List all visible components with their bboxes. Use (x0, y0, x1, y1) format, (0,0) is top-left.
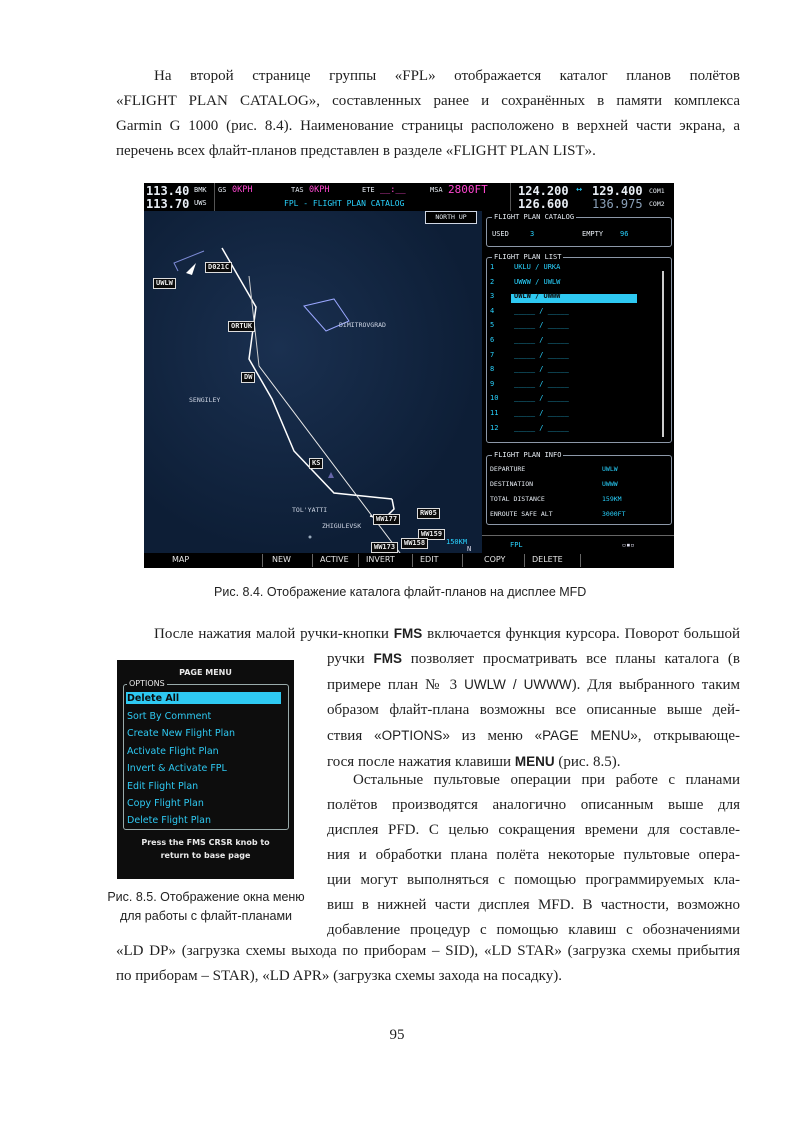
softkey-divider (412, 554, 413, 567)
paragraph-3-full (116, 939, 740, 989)
map-label-ks: KS (309, 458, 323, 469)
flight-plan-number: 1 (490, 263, 495, 271)
info-safe-alt-label: ENROUTE SAFE ALT (490, 510, 553, 518)
menu-item-edit-flight-plan[interactable]: Edit Flight Plan (127, 781, 199, 792)
para3-full-line: «LD DP» (загрузка схемы выхода по приборам – SID), «LD STAR» (загрузка схемы прибытия (116, 943, 740, 959)
catalog-empty-value: 96 (620, 230, 629, 238)
flight-plan-number: 12 (490, 423, 499, 432)
para2-line-6: гося после нажатия клавиши MENU (рис. 8.5). (327, 754, 621, 770)
flight-plan-row[interactable]: _____ / _____ (514, 409, 569, 417)
flight-plan-row[interactable]: UWLW / UWWW (514, 292, 561, 301)
menu-item-delete-all[interactable]: Delete All (127, 693, 180, 704)
paragraph-2 (116, 621, 740, 647)
intro-line: перечень всех флайт-планов представлен в разделе «FLIGHT PLAN LIST». (116, 143, 596, 159)
menu-item-sort-by-comment[interactable]: Sort By Comment (127, 711, 212, 722)
softkey-edit[interactable]: EDIT (420, 555, 439, 564)
info-total-distance-label: TOTAL DISTANCE (490, 495, 545, 503)
msa-label: MSA (430, 186, 443, 194)
para2-line-3: примере план № 3 UWLW / UWWW). Для выбранного таким (327, 677, 741, 693)
softkey-copy[interactable]: COPY (484, 555, 506, 564)
info-destination-label: DESTINATION (490, 480, 534, 488)
flight-plan-number: 7 (490, 350, 495, 359)
menu-item-activate-flight-plan[interactable]: Activate Flight Plan (127, 746, 219, 757)
flight-plan-row[interactable]: UKLU / URKA (514, 263, 561, 271)
paragraph-3 (327, 768, 740, 943)
flight-plan-row[interactable]: _____ / _____ (514, 306, 569, 315)
flight-plan-number: 8 (490, 365, 495, 374)
flight-plan-row[interactable]: UWWW / UWLW (514, 277, 561, 286)
flight-plan-list-header: FLIGHT PLAN LIST (494, 253, 562, 261)
flight-plan-number: 9 (490, 379, 495, 388)
flight-plan-number: 3 (490, 292, 495, 301)
nav1-id: BMK (194, 186, 207, 194)
ete-value: __:__ (380, 185, 406, 195)
para3-line: ции могут выполняться с помощью программируемых кла- (327, 872, 740, 888)
para3-line: ния и обработки плана полёта некоторые пультовые опера- (327, 847, 740, 863)
para2-line-1: После нажатия малой ручки-кнопки FMS включается функция курсора. Поворот большой (154, 626, 741, 642)
catalog-header: FLIGHT PLAN CATALOG (494, 213, 575, 221)
map-label-zhiguli: ZHIGULEVSK (322, 522, 362, 530)
map-label-rw05: RW05 (417, 508, 440, 519)
flight-plan-info-header: FLIGHT PLAN INFO (494, 451, 562, 459)
softkey-divider (262, 554, 263, 567)
com2-label: COM2 (649, 200, 665, 208)
options-label: OPTIONS (129, 679, 165, 688)
softkey-active[interactable]: ACTIVE (320, 555, 349, 564)
page-menu-title: PAGE MENU (179, 668, 232, 677)
ete-label: ETE (362, 186, 375, 194)
flight-plan-number: 11 (490, 409, 499, 417)
catalog-box (486, 217, 672, 247)
gs-value: 0KPH (232, 185, 253, 195)
intro-line: Garmin G 1000 (рис. 8.4). Наименование страницы расположено в верхней части экрана, а (116, 118, 740, 134)
info-safe-alt-value: 3000FT (602, 510, 626, 518)
menu-item-invert-activate-fpl[interactable]: Invert & Activate FPL (127, 763, 227, 774)
catalog-used-value: 3 (530, 230, 535, 238)
mfd-display (144, 183, 674, 568)
para3-line: полётов производятся аналогично описанным выше для (327, 797, 740, 813)
info-departure-value: UWLW (602, 465, 618, 473)
map-area (144, 211, 482, 553)
map-label-uwlw: UWLW (153, 278, 176, 289)
map-label-ww158: WW158 (401, 538, 428, 549)
softkey-divider (462, 554, 463, 567)
flight-plan-row[interactable]: _____ / _____ (514, 423, 569, 432)
page-group-indicator-icon: ▫▪▫ (622, 541, 635, 549)
page-menu-footer-line1: Press the FMS CRSR knob to (141, 838, 270, 847)
para2-line-2: ручки FMS позволяет просматривать все планы каталога (в (327, 651, 740, 667)
softkey-divider (358, 554, 359, 567)
tas-label: TAS (291, 186, 304, 194)
map-label-ww177: WW177 (373, 514, 400, 525)
flight-plan-number: 10 (490, 394, 499, 403)
map-label-ww159: WW159 (418, 529, 445, 540)
flight-plan-row[interactable]: _____ / _____ (514, 379, 569, 388)
para3-line: виш в нижней части дисплея MFD. В частности, возможно (327, 897, 740, 913)
swap-arrow-icon: ↔ (576, 184, 583, 195)
map-label-ww173: WW173 (371, 542, 398, 553)
para2-line-4: образом флайт-плана возможны все описанные выше дей- (327, 702, 740, 718)
figure-8-4-caption: Рис. 8.4. Отображение каталога флайт-планов на дисплее MFD (214, 585, 587, 599)
nav2-id: UWS (194, 199, 207, 207)
flight-plan-row[interactable]: _____ / _____ (514, 365, 569, 374)
flight-plan-number: 4 (490, 306, 495, 315)
softkey-delete[interactable]: DELETE (532, 555, 563, 564)
softkey-divider (524, 554, 525, 567)
info-departure-label: DEPARTURE (490, 465, 526, 473)
gs-label: GS (218, 186, 227, 194)
com1-active-freq: 124.200 (518, 184, 569, 198)
list-scrollbar[interactable] (662, 271, 664, 437)
info-destination-value: UWWW (602, 480, 618, 488)
flight-plan-number: 6 (490, 336, 495, 344)
softkey-map[interactable]: MAP (172, 555, 190, 564)
softkey-divider (312, 554, 313, 567)
catalog-empty-label: EMPTY (582, 230, 604, 238)
map-range: 150KM (446, 538, 468, 546)
para3-full-line: по приборам – STAR), «LD APR» (загрузка схемы захода на посадку). (116, 968, 562, 984)
page-menu-footer-line2: return to base page (160, 851, 251, 860)
catalog-used-label: USED (492, 230, 509, 238)
nav1-active-freq: 113.40 (146, 184, 190, 198)
intro-line: На второй странице группы «FPL» отображается каталог планов полётов (154, 68, 740, 84)
para2-line-5: ствия «OPTIONS» из меню «PAGE MENU», открывающе- (327, 728, 741, 744)
msa-value: 2800FT (448, 183, 488, 196)
com2-standby-freq: 136.975 (592, 197, 643, 211)
map-label-ortuk: ORTUK (228, 321, 255, 332)
page-menu-window (117, 660, 294, 879)
tas-value: 0KPH (309, 185, 330, 195)
softkey-invert[interactable]: INVERT (366, 555, 395, 564)
flight-plan-row[interactable]: _____ / _____ (514, 336, 569, 344)
com1-standby-freq: 129.400 (592, 184, 643, 198)
map-label-d021c: D021C (205, 262, 232, 273)
com1-label: COM1 (649, 187, 665, 195)
map-label-dw: DW (241, 372, 255, 383)
intro-line: «FLIGHT PLAN CATALOG», составленных ранее и сохранённых в памяти комплекса (116, 93, 740, 109)
map-north-label: N (467, 545, 472, 553)
flight-plan-number: 2 (490, 277, 495, 286)
para3-line: Остальные пультовые операции при работе с планами (353, 772, 740, 788)
flight-plan-row[interactable]: _____ / _____ (514, 350, 569, 359)
para3-line: добавление процедур с помощью клавиш с обозначениями (327, 922, 740, 938)
softkey-divider (580, 554, 581, 567)
page-title: FPL - FLIGHT PLAN CATALOG (284, 199, 405, 208)
figure-8-5-caption: Рис. 8.5. Отображение окна меню для работы с флайт-планами (107, 890, 305, 923)
nav1-standby-freq: 113.70 (146, 197, 190, 211)
intro-paragraph (116, 64, 740, 164)
flight-plan-row[interactable]: _____ / _____ (514, 321, 569, 330)
map-route-svg (144, 211, 482, 553)
page-number: 95 (389, 1027, 405, 1043)
info-total-distance-value: 159KM (602, 495, 622, 503)
paragraph-2-continued (327, 646, 740, 775)
north-up-indicator: NORTH UP (425, 211, 477, 224)
flight-plan-row[interactable]: _____ / _____ (514, 394, 569, 403)
map-label-dimitrovgrad: DIMITROVGRAD (339, 321, 386, 329)
softkey-new[interactable]: NEW (272, 555, 291, 564)
map-label-tolyatti: TOL'YATTI (292, 506, 328, 514)
menu-item-delete-flight-plan[interactable]: Delete Flight Plan (127, 815, 211, 826)
menu-item-create-new-flight-plan[interactable]: Create New Flight Plan (127, 728, 236, 739)
flight-plan-number: 5 (490, 321, 495, 330)
para3-line: дисплея PFD. С целью сокращения времени для составле- (327, 822, 740, 838)
menu-item-copy-flight-plan[interactable]: Copy Flight Plan (127, 798, 204, 809)
com2-active-freq: 126.600 (518, 197, 569, 211)
status-fpl: FPL (510, 541, 523, 549)
map-label-sengiley: SENGILEY (189, 396, 221, 404)
